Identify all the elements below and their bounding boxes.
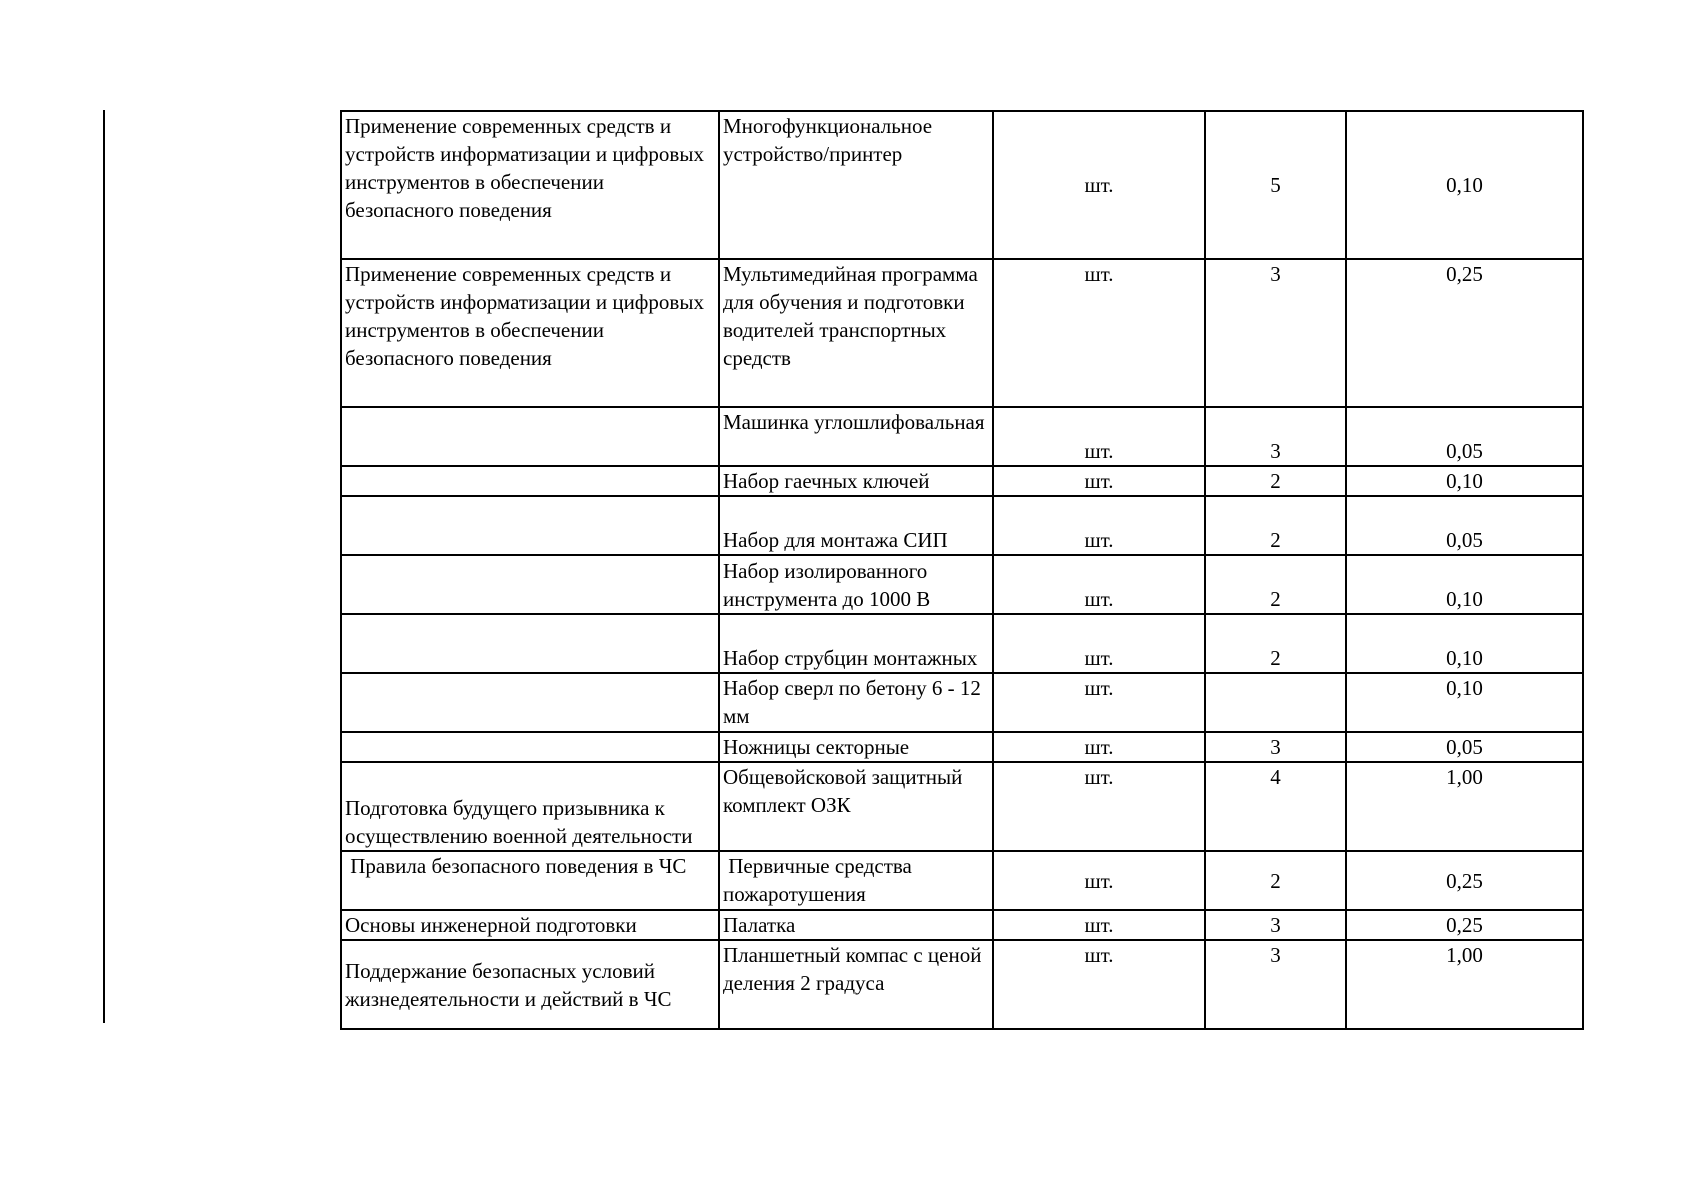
table-row [341,466,1583,496]
unit-cell [993,762,1205,851]
value-text: 0,10 [1446,676,1483,700]
item-cell [719,940,993,1029]
value-cell [1346,496,1583,555]
item-text: Планшетный компас с ценой деления 2 градуса [723,943,982,995]
unit-text: шт. [1084,262,1114,286]
value-cell [1346,673,1583,732]
item-text: Набор изолированного инструмента до 1000 В [723,559,931,611]
value-cell [1346,762,1583,851]
theme-text: Применение современных средств и устройств информатизации и цифровых инструментов в обеспечении безопасного поведения [345,114,704,222]
unit-cell [993,496,1205,555]
qty-text: 2 [1270,528,1281,552]
qty-text: 3 [1270,943,1281,967]
theme-cell [341,851,719,910]
qty-text: 3 [1270,735,1281,759]
theme-cell [341,496,719,555]
unit-text: шт. [1084,676,1114,700]
value-text: 0,05 [1446,439,1483,463]
unit-cell [993,111,1205,259]
item-text: Машинка углошлифовальная [723,410,985,434]
table-row [341,673,1583,732]
theme-cell [341,614,719,673]
unit-text: шт. [1084,173,1114,197]
theme-cell [341,555,719,614]
item-cell [719,762,993,851]
item-text: Мультимедийная программа для обучения и подготовки водителей транспортных средств [723,262,978,370]
qty-cell [1205,614,1346,673]
item-cell [719,555,993,614]
table-row [341,111,1583,259]
item-text: Первичные средства пожаротушения [723,854,918,906]
item-cell [719,111,993,259]
table-row [341,407,1583,466]
unit-text: шт. [1084,528,1114,552]
margin-line [103,110,105,1023]
qty-cell [1205,496,1346,555]
unit-cell [993,851,1205,910]
item-cell [719,259,993,407]
qty-text: 3 [1270,913,1281,937]
theme-text: Применение современных средств и устройств информатизации и цифровых инструментов в обеспечении безопасного поведения [345,262,704,370]
unit-text: шт. [1084,913,1114,937]
table-row [341,851,1583,910]
qty-cell [1205,466,1346,496]
unit-cell [993,673,1205,732]
qty-text: 2 [1270,469,1281,493]
value-text: 0,05 [1446,735,1483,759]
value-cell [1346,555,1583,614]
unit-cell [993,466,1205,496]
theme-cell [341,466,719,496]
item-text: Набор гаечных ключей [723,469,930,493]
table-row [341,555,1583,614]
item-text: Набор сверл по бетону 6 - 12 мм [723,676,981,728]
unit-text: шт. [1084,765,1114,789]
value-text: 1,00 [1446,943,1483,967]
unit-cell [993,910,1205,940]
unit-text: шт. [1084,943,1114,967]
value-cell [1346,407,1583,466]
qty-text: 2 [1270,587,1281,611]
qty-text: 4 [1270,765,1281,789]
table-row [341,496,1583,555]
theme-cell [341,673,719,732]
unit-cell [993,407,1205,466]
theme-cell [341,940,719,1029]
theme-cell [341,910,719,940]
item-cell [719,673,993,732]
qty-text: 2 [1270,868,1281,893]
theme-text: Основы инженерной подготовки [345,913,637,937]
qty-text: 2 [1270,646,1281,670]
unit-cell [993,732,1205,762]
qty-cell [1205,673,1346,732]
qty-cell [1205,111,1346,259]
item-text: Набор струбцин монтажных [723,646,978,670]
table-row [341,614,1583,673]
value-cell [1346,466,1583,496]
value-text: 1,00 [1446,765,1483,789]
table-row [341,762,1583,851]
value-cell [1346,940,1583,1029]
unit-text: шт. [1084,469,1114,493]
unit-cell [993,259,1205,407]
qty-cell [1205,259,1346,407]
value-text: 0,25 [1446,913,1483,937]
qty-text: 3 [1270,262,1281,286]
theme-text: Подготовка будущего призывника к осуществлению военной деятельности [345,796,693,848]
value-cell [1346,614,1583,673]
item-cell [719,614,993,673]
item-cell [719,496,993,555]
value-cell [1346,732,1583,762]
item-cell [719,910,993,940]
unit-cell [993,940,1205,1029]
qty-cell [1205,762,1346,851]
value-text: 0,10 [1446,469,1483,493]
equipment-table [340,110,1584,1030]
unit-text: шт. [1084,587,1114,611]
value-text: 0,10 [1446,173,1483,197]
value-text: 0,25 [1446,262,1483,286]
theme-cell [341,259,719,407]
value-cell [1346,910,1583,940]
qty-cell [1205,851,1346,910]
theme-text: Правила безопасного поведения в ЧС [345,854,687,878]
item-cell [719,466,993,496]
theme-text: Поддержание безопасных условий жизнедеятельности и действий в ЧС [345,958,672,1011]
qty-text: 5 [1270,173,1281,197]
unit-cell [993,555,1205,614]
table-row [341,732,1583,762]
unit-text: шт. [1084,868,1114,893]
table-row [341,259,1583,407]
theme-cell [341,111,719,259]
qty-text: 3 [1270,439,1281,463]
theme-cell [341,762,719,851]
item-text: Многофункциональное устройство/принтер [723,114,933,166]
value-cell [1346,111,1583,259]
value-text: 0,10 [1446,646,1483,670]
theme-cell [341,732,719,762]
theme-cell [341,407,719,466]
value-cell [1346,851,1583,910]
qty-cell [1205,910,1346,940]
table-row [341,940,1583,1029]
item-cell [719,407,993,466]
value-cell [1346,259,1583,407]
qty-cell [1205,555,1346,614]
unit-cell [993,614,1205,673]
unit-text: шт. [1084,735,1114,759]
value-text: 0,05 [1446,528,1483,552]
item-text: Ножницы секторные [723,735,910,759]
value-text: 0,25 [1446,868,1483,893]
item-text: Общевойсковой защитный комплект ОЗК [723,765,963,817]
qty-cell [1205,940,1346,1029]
item-text: Палатка [723,913,796,937]
unit-text: шт. [1084,439,1114,463]
table-row [341,910,1583,940]
item-cell [719,851,993,910]
unit-text: шт. [1084,646,1114,670]
value-text: 0,10 [1446,587,1483,611]
qty-cell [1205,732,1346,762]
item-cell [719,732,993,762]
item-text: Набор для монтажа СИП [723,528,948,552]
qty-cell [1205,407,1346,466]
